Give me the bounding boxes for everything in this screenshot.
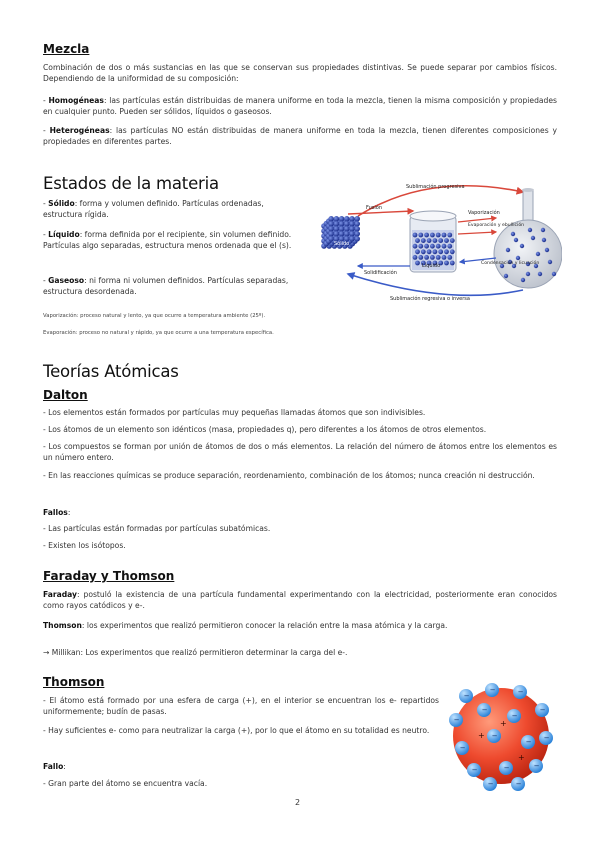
electron-minus-sign: − [489, 686, 496, 694]
solid-particle [344, 226, 350, 232]
states-of-matter-diagram [318, 178, 562, 304]
mezcla-intro: Combinación de dos o más sustancias en las que se conservan sus propiedades distintivas. Se puede separar por cambios físicos. Dependiendo de la uniformidad de su composición: [43, 63, 557, 83]
electron-minus-sign: − [515, 780, 522, 788]
liquid-particle [430, 233, 435, 238]
solid-particle [354, 226, 360, 232]
liquid-particle [436, 255, 441, 260]
liquid-particle [447, 255, 452, 260]
fusion-arrow [348, 211, 413, 214]
solid-particle [334, 216, 340, 222]
liquid-particle [450, 261, 455, 266]
condensacion-label: Condensación y licuación [481, 261, 540, 266]
liquid-particle [436, 233, 441, 238]
solid-particle [339, 216, 345, 222]
liquido-term: Líquido [48, 230, 80, 239]
estados-heading: Estados de la materia [43, 174, 219, 193]
liquid-particle [447, 244, 452, 249]
dalton-p2: - Los átomos de un elemento son idénticos (masa, propiedades q), pero diferentes a los átomos de otros elementos. [43, 425, 487, 434]
dalton-p3: - Los compuestos se forman por unión de átomos de dos o más elementos. La relación del número de átomos entre los elementos es un número entero. [43, 442, 557, 462]
solidificacion-label: Solidificación [364, 270, 397, 276]
liquid-particle [415, 249, 420, 254]
electron-minus-sign: − [517, 688, 524, 696]
liquid-particle [427, 238, 432, 243]
electron-minus-sign: − [539, 706, 546, 714]
solid-particle [328, 226, 334, 232]
liquid-particle [444, 238, 449, 243]
solid-particle [354, 216, 360, 222]
gas-particle [548, 260, 552, 264]
liquid-particle [438, 249, 443, 254]
dalton-fallo-2: - Existen los isótopos. [43, 541, 126, 550]
thomson-fallo-1: - Gran parte del átomo se encuentra vacía. [43, 779, 208, 788]
electron-minus-sign: − [543, 734, 550, 742]
liquid-particle [450, 249, 455, 254]
faraday-thomson-heading: Faraday y Thomson [43, 569, 175, 583]
electron-minus-sign: − [463, 692, 470, 700]
liquid-particle [433, 249, 438, 254]
positive-charge-sign: + [518, 753, 525, 762]
solid-particle [349, 226, 355, 232]
liquid-particle [418, 233, 423, 238]
solid-particle [349, 216, 355, 222]
vaporizacion-note: Vaporización: proceso natural y lento, ya que ocurre a temperatura ambiente (25º). [43, 313, 266, 319]
solid-particle [339, 226, 345, 232]
electron-minus-sign: − [533, 762, 540, 770]
solid-particle [339, 231, 345, 237]
electron-minus-sign: − [459, 744, 466, 752]
thomson-term: Thomson [43, 621, 82, 630]
gas-particle [506, 248, 510, 252]
evaporacion-note: Evaporación: proceso no natural y rápido, ya que ocurre a una temperatura específica. [43, 330, 274, 336]
thomson-p2: - Hay suficientes e- como para neutralizar la carga (+), por lo que el átomo en su totalidad es neutro. [43, 726, 430, 735]
gas-particle [545, 248, 549, 252]
flask-neck [523, 190, 533, 224]
estado-gaseoso: - Gaseoso: ni forma ni volumen definidos. Partículas separadas, estructura desordenada. [43, 276, 289, 296]
solid-particle [328, 216, 334, 222]
solid-particle [354, 231, 360, 237]
thomson-relation-paragraph: Thomson: los experimentos que realizó permitieron conocer la relación entre la masa atómica y la carga. [43, 621, 448, 630]
electron-minus-sign: − [491, 732, 498, 740]
positive-charge-sign: + [500, 719, 507, 728]
dalton-fallos-heading: Fallos: [43, 508, 71, 517]
dalton-heading: Dalton [43, 388, 88, 402]
electron-minus-sign: − [487, 780, 494, 788]
fusion-label: Fusión [366, 205, 382, 211]
vaporizacion-label: Vaporización [468, 210, 500, 216]
liquid-particle [438, 238, 443, 243]
liquid-particle [433, 238, 438, 243]
page-number: 2 [295, 798, 301, 807]
millikan-note: → Millikan: Los experimentos que realizó permitieron determinar la carga del e-. [43, 648, 348, 657]
gas-particle [531, 236, 535, 240]
solid-particle [339, 221, 345, 227]
gas-particle [542, 238, 546, 242]
solid-particle [354, 236, 360, 242]
solid-particle [349, 221, 355, 227]
liquid-particle [447, 233, 452, 238]
gas-particle [538, 272, 542, 276]
solid-particle [349, 236, 355, 242]
electron-minus-sign: − [471, 766, 478, 774]
liquid-particle [444, 249, 449, 254]
mezcla-heterogeneas: - Heterogéneas: las partículas NO están distribuidas de manera uniforme en toda la mezcla, tienen diferentes composiciones y propiedades en diferentes partes. [43, 126, 557, 146]
liquid-particle [424, 244, 429, 249]
heterogeneas-term: Heterogéneas [49, 126, 110, 135]
sublimacion-progresiva-label: Sublimación progresiva [406, 184, 465, 190]
liquid-particle [442, 255, 447, 260]
solid-particle [334, 221, 340, 227]
gas-particle [511, 232, 515, 236]
solid-particle [334, 226, 340, 232]
sublimacion-regresiva-label: Sublimación regresiva o inversa [390, 296, 470, 302]
sublimacion-regresiva-arrow [348, 274, 523, 295]
solid-particle [334, 231, 340, 237]
positive-charge-sign: + [478, 731, 485, 740]
liquid-particle [427, 249, 432, 254]
gas-particle [526, 272, 530, 276]
liquid-particle [415, 238, 420, 243]
electron-minus-sign: − [525, 738, 532, 746]
gas-particle [520, 244, 524, 248]
liquid-particle [421, 249, 426, 254]
homogeneas-term: Homogéneas [48, 96, 104, 105]
dalton-p1: - Los elementos están formados por partículas muy pequeñas llamadas átomos que son indivisibles. [43, 408, 426, 417]
liquid-particle [424, 255, 429, 260]
gas-particle [528, 228, 532, 232]
liquid-particle [450, 238, 455, 243]
electron-minus-sign: − [511, 712, 518, 720]
gas-particle [541, 228, 545, 232]
electron-minus-sign: − [453, 716, 460, 724]
plum-pudding-atom [444, 680, 558, 792]
liquid-particle [413, 244, 418, 249]
dalton-p4: - En las reacciones químicas se produce separación, reordenamiento, combinación de los átomos; nunca creación ni destrucción. [43, 471, 535, 480]
faraday-term: Faraday [43, 590, 78, 599]
thomson-fallo-heading: Fallo: [43, 762, 66, 771]
faraday-paragraph: Faraday: postuló la existencia de una partícula fundamental experimentando con la electricidad, posteriormente eran conocidos como rayos catódicos y e-. [43, 590, 557, 610]
electron-minus-sign: − [503, 764, 510, 772]
liquid-particle [442, 233, 447, 238]
gaseoso-term: Gaseoso [48, 276, 85, 285]
gas-particle [552, 272, 556, 276]
liquid-particle [436, 244, 441, 249]
gas-particle [504, 274, 508, 278]
liquido-label: Líquido [422, 263, 441, 269]
estado-solido: - Sólido: forma y volumen definido. Partículas ordenadas, estructura rígida. [43, 199, 264, 219]
liquid-particle [418, 255, 423, 260]
liquid-particle [444, 261, 449, 266]
dalton-fallo-1: - Las partículas están formadas por partículas subatómicas. [43, 524, 271, 533]
gas-particle [514, 238, 518, 242]
solid-particle [328, 231, 334, 237]
solid-particle [344, 221, 350, 227]
thomson-p1: - El átomo está formado por una esfera de carga (+), en el interior se encuentran los e- repartidos uniformemente; budín de pasas. [43, 696, 439, 716]
mezcla-heading: Mezcla [43, 42, 90, 56]
liquid-particle [418, 244, 423, 249]
solido-term: Sólido [48, 199, 75, 208]
estado-liquido: - Líquido: forma definida por el recipiente, sin volumen definido. Partículas algo separadas, estructura menos ordenada que el (s). [43, 230, 292, 250]
evaporacion-label: Evaporación y ebullición [468, 223, 525, 228]
solid-particle [344, 216, 350, 222]
liquid-particle [442, 244, 447, 249]
liquid-particle [421, 238, 426, 243]
liquid-particle [430, 244, 435, 249]
vaporizacion-arrow [458, 218, 496, 222]
electron-minus-sign: − [481, 706, 488, 714]
solid-particle [344, 231, 350, 237]
liquid-particle [415, 261, 420, 266]
gas-particle [536, 252, 540, 256]
liquid-particle [413, 233, 418, 238]
liquid-particle [424, 233, 429, 238]
solid-particle [328, 221, 334, 227]
mezcla-homogeneas: - Homogéneas: las partículas están distribuidas de manera uniforme en toda la mezcla, tienen la misma composición y propiedades en cualquier punto. Pueden ser sólidos, líquidos o gaseosos. [43, 96, 557, 116]
gas-particle [516, 256, 520, 260]
gas-particle [521, 278, 525, 282]
teorias-heading: Teorías Atómicas [43, 362, 179, 381]
solid-particle [349, 231, 355, 237]
liquid-particle [413, 255, 418, 260]
thomson-heading: Thomson [43, 675, 105, 689]
solido-label: Sólido [334, 241, 350, 247]
evaporacion-arrow [458, 232, 496, 234]
solid-particle [354, 221, 360, 227]
liquid-particle [430, 255, 435, 260]
